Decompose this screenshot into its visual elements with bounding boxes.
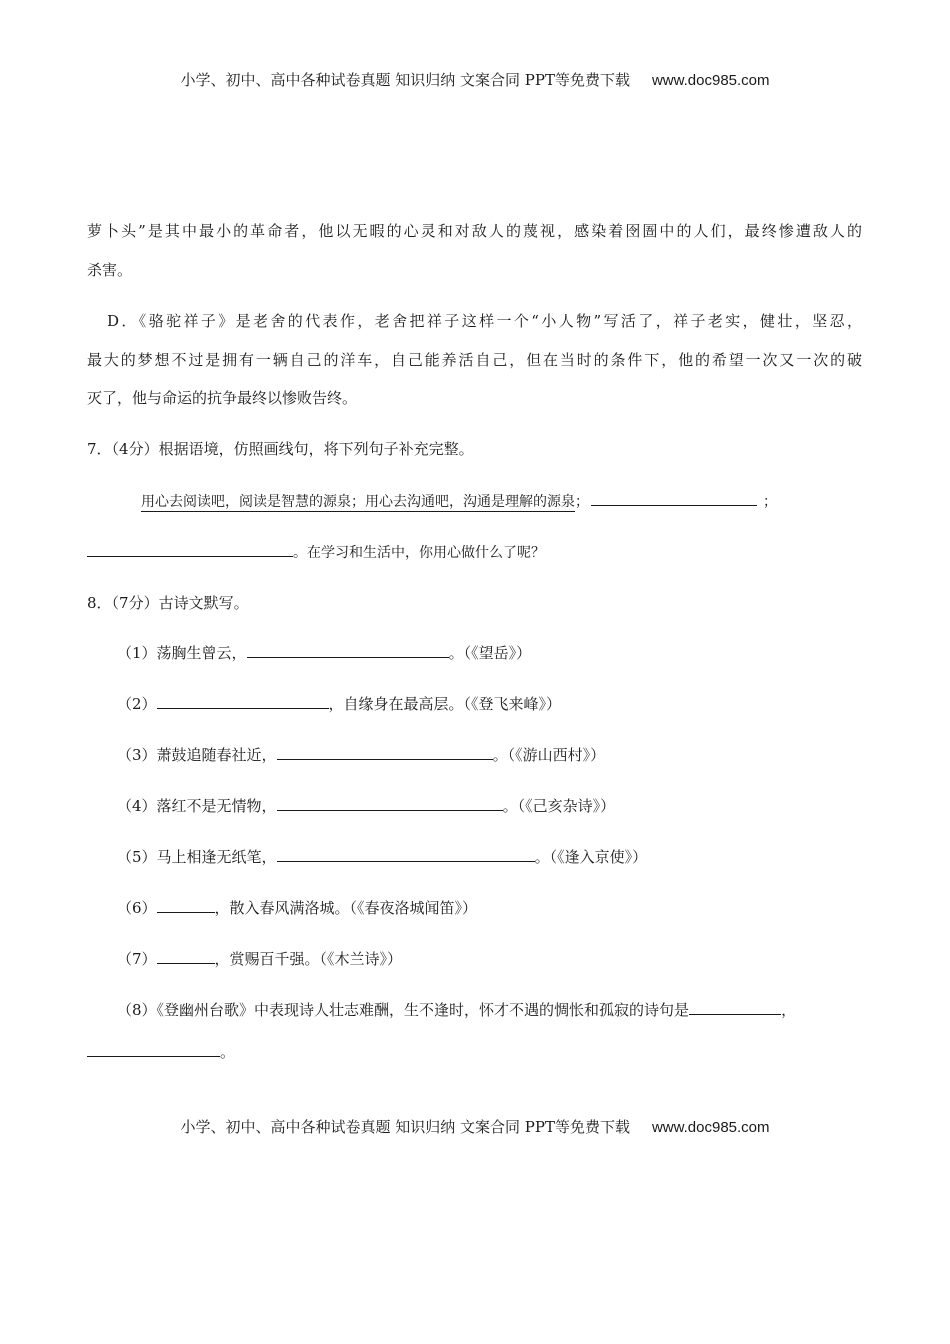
footer-url[interactable]: www.doc985.com [651, 1119, 770, 1136]
poem-item-1: （1）荡胸生曾云， 。（《望岳》） [117, 644, 532, 662]
poem-blank-7[interactable] [157, 948, 215, 964]
poem-item-4: （4）落红不是无情物， 。（《己亥杂诗》） [117, 797, 616, 815]
question-7-line-2: 。在学习和生活中，你用心做什么了呢？ [87, 541, 545, 564]
option-d-line-3: 灭了，他与命运的抗争最终以惨败告终。 [87, 389, 358, 407]
paragraph-c-line-1: 萝卜头”是其中最小的革命者，他以无暇的心灵和对敌人的蔑视，感染着囹圄中的人们，最终惨遭敌人的 [87, 222, 862, 240]
question-7-line-1: 用心去阅读吧，阅读是智慧的源泉；用心去沟通吧，沟通是理解的源泉； ； [141, 490, 777, 513]
header-text: 小学、初中、高中各种试卷真题 知识归纳 文案合同 PPT等免费下载 [180, 71, 630, 89]
poem-blank-4[interactable] [277, 795, 503, 811]
poem-blank-6[interactable] [157, 897, 215, 913]
paragraph-c-line-2: 杀害。 [87, 261, 133, 279]
poem-blank-5[interactable] [277, 846, 535, 862]
poem-blank-3[interactable] [277, 744, 493, 760]
question-7-blank-2[interactable] [87, 541, 293, 557]
question-8-title: 8．（7分）古诗文默写。 [87, 594, 249, 612]
option-d-line-1: D．《骆驼祥子》是老舍的代表作，老舍把祥子这样一个“小人物”写活了，祥子老实，健壮，坚忍， [107, 312, 862, 330]
page-header [0, 69, 950, 90]
poem-item-2: （2） ，自缘身在最高层。（《登飞来峰》） [117, 695, 562, 713]
question-7-underlined-sentence: 用心去阅读吧，阅读是智慧的源泉；用心去沟通吧，沟通是理解的源泉 [141, 494, 575, 510]
poem-item-7: （7） ，赏赐百千强。（《木兰诗》） [117, 950, 403, 968]
poem-item-8-continuation: 。 [87, 1041, 235, 1063]
poem-blank-1[interactable] [247, 642, 449, 658]
option-d-line-2: 最大的梦想不过是拥有一辆自己的洋车，自己能养活自己，但在当时的条件下，他的希望一次又一次的破 [87, 351, 862, 369]
poem-blank-8b[interactable] [87, 1041, 220, 1057]
question-7-blank-1[interactable] [591, 490, 757, 506]
poem-item-3: （3）萧鼓追随春社近， 。（《游山西村》） [117, 746, 606, 764]
poem-blank-2[interactable] [157, 693, 329, 709]
poem-blank-8a[interactable] [689, 999, 781, 1015]
footer-text: 小学、初中、高中各种试卷真题 知识归纳 文案合同 PPT等免费下载 [180, 1118, 630, 1136]
poem-item-5: （5）马上相逢无纸笔， 。（《逢入京使》） [117, 848, 648, 866]
page-footer [0, 1116, 950, 1137]
question-7-title: 7．（4分）根据语境，仿照画线句，将下列句子补充完整。 [87, 440, 474, 458]
poem-item-8: （8）《登幽州台歌》中表现诗人壮志难酬，生不逢时，怀才不遇的惆怅和孤寂的诗句是 ， [117, 1001, 797, 1019]
poem-item-6: （6） ，散入春风满洛城。（《春夜洛城闻笛》） [117, 899, 478, 917]
header-url[interactable]: www.doc985.com [651, 72, 770, 89]
